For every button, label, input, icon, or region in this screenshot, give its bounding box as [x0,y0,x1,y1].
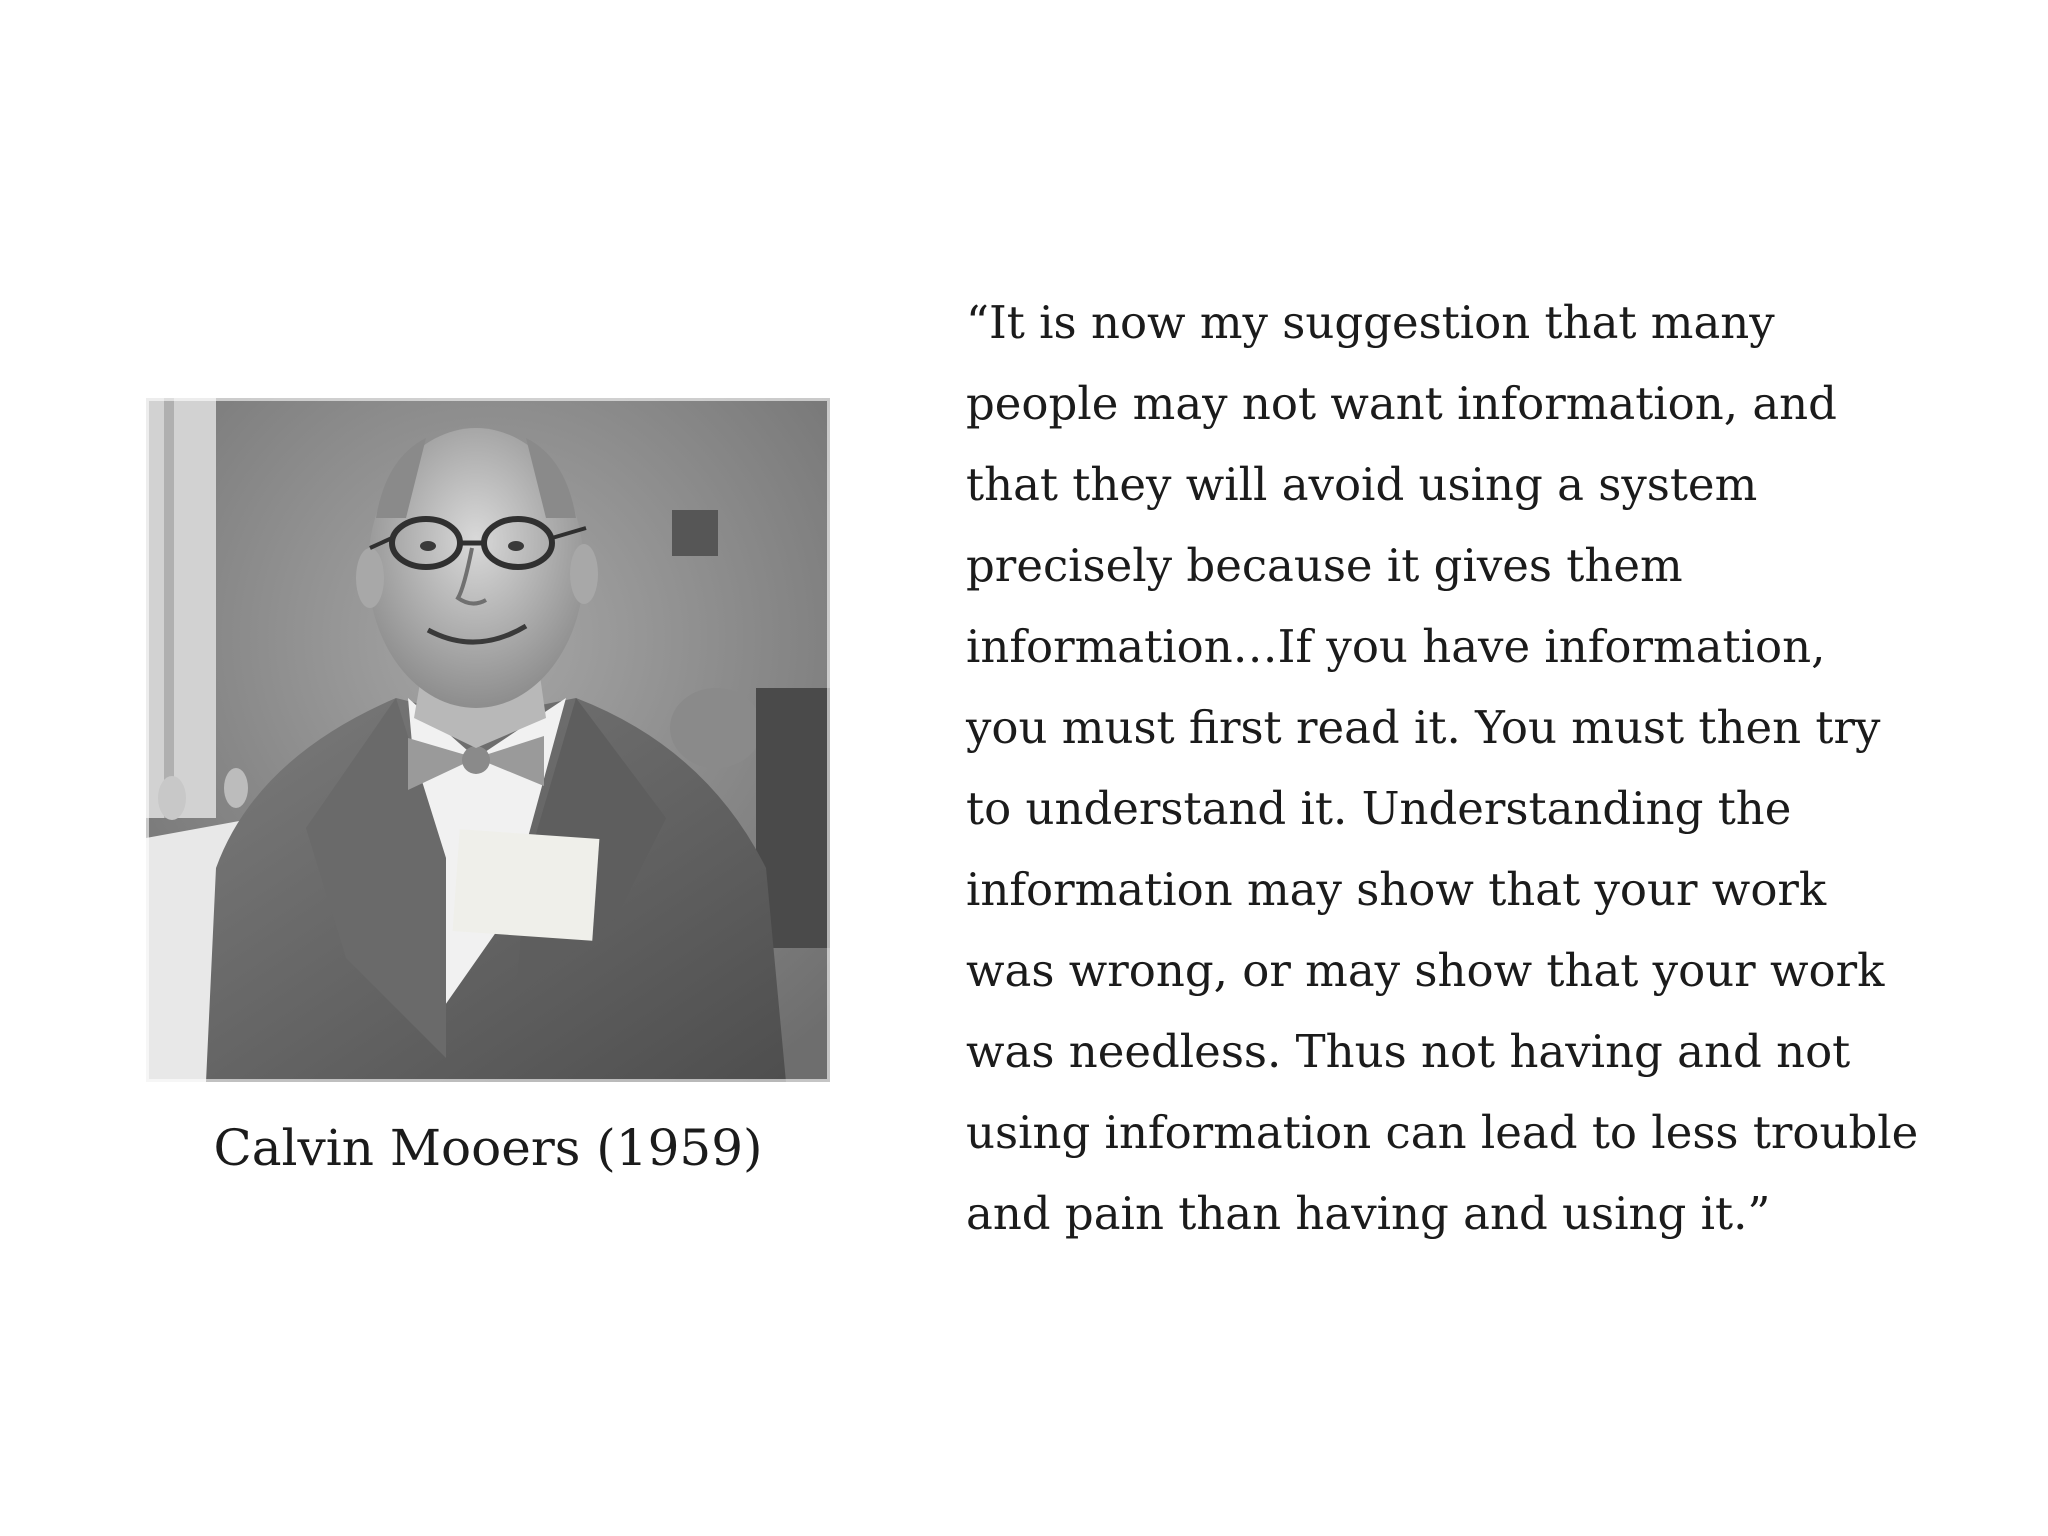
quote-line: precisely because it gives them [966,539,1683,592]
portrait-caption: Calvin Mooers (1959) [213,1119,763,1177]
quote-line: was needless. Thus not having and not [966,1025,1851,1078]
quote-line: using information can lead to less trouble [966,1106,1919,1159]
quote-line: “It is now my suggestion that many [966,296,1775,349]
quote-line: that they will avoid using a system [966,458,1758,511]
quote-block [966,282,1926,1254]
quote-line: people may not want information, and [966,377,1837,430]
quote-line: information…If you have information, [966,620,1826,673]
quote-line: to understand it. Understanding the [966,782,1792,835]
quote-line: and pain than having and using it.” [966,1187,1771,1240]
quote-line: information may show that your work [966,863,1827,916]
quote-line: you must first read it. You must then try [966,701,1881,754]
portrait-photo [146,398,830,1082]
quote-line: was wrong, or may show that your work [966,944,1885,997]
